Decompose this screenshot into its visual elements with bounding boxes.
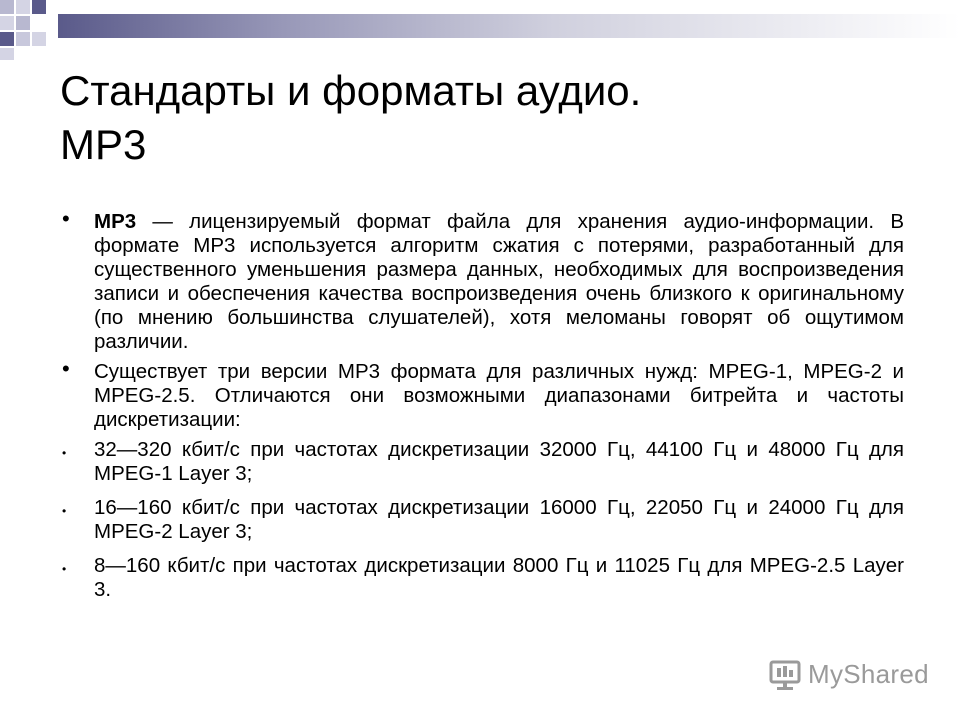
presentation-board-icon [768,657,802,691]
bullet-text: 32—320 кбит/с при частотах дискретизации 32000 Гц, 44100 Гц и 48000 Гц для MPEG-1 Layer 3; [94,438,904,485]
slide-content [62,206,904,602]
bullet-item-mpeg1 [62,438,904,486]
bullet-text: 8—160 кбит/с при частотах дискретизации 8000 Гц и 11025 Гц для MPEG-2.5 Layer 3. [94,554,904,601]
slide-title-line-2: MP3 [60,121,147,168]
bullet-item-mpeg2 [62,496,904,544]
bullet-item-mp3-definition [62,206,904,354]
bullet-text: Существует три версии MP3 формата для различных нужд: MPEG-1, MPEG-2 и MPEG-2.5. Отличаются они возможными диапазонами битрейта и частоты дискретизации: [94,360,904,431]
bullet-text: 16—160 кбит/с при частотах дискретизации 16000 Гц, 22050 Гц и 24000 Гц для MPEG-2 Layer 3; [94,496,904,543]
bullet-item-mp3-versions [62,356,904,432]
bullet-body: — лицензируемый формат файла для хранения аудио-информации. В формате MP3 используется алгоритм сжатия с потерями, разработанный для существенного уменьшения размера данных, необходимых для воспроизведения записи и обеспечения качества воспроизведения очень близкого к оригинальному (по мнению большинства слушателей), хотя меломаны говорят об ощутимом различии. [94,210,904,353]
decorative-gradient-bar [58,14,960,38]
bullet-item-mpeg25 [62,554,904,602]
myshared-watermark [768,656,929,692]
bullet-icon: • [62,356,70,381]
watermark-text: MyShared [808,659,929,689]
bullet-icon: • [62,206,70,231]
bullet-bold-term: MP3 [94,210,137,233]
bullet-icon: • [62,562,67,576]
slide-title [60,64,900,172]
bullet-text [94,210,904,354]
slide-title-line-1: Стандарты и форматы аудио. [60,67,642,114]
bullet-icon: • [62,504,67,518]
bullet-icon: • [62,446,67,460]
